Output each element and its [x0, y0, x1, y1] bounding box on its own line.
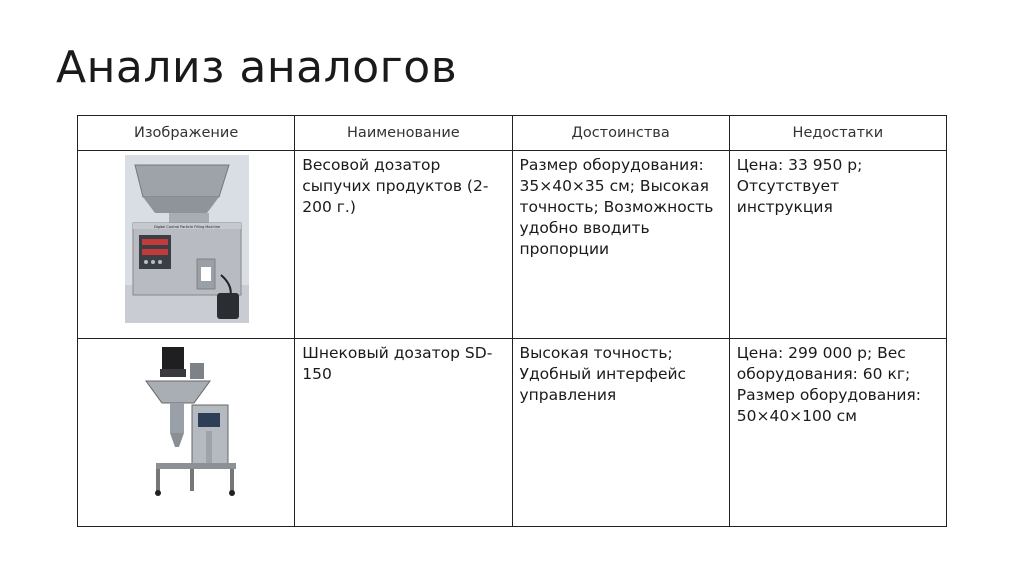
pros-cell: Высокая точность; Удобный интерфейс управления	[512, 339, 729, 527]
machine-caption: Digital Control Particle Filling Machine	[153, 225, 220, 229]
header-cons: Недостатки	[729, 116, 946, 151]
weigh-filler-machine-photo	[125, 155, 249, 323]
cons-cell: Цена: 33 950 р; Отсутствует инструкция	[729, 151, 946, 339]
image-cell	[78, 151, 295, 339]
name-cell: Шнековый дозатор SD-150	[295, 339, 512, 527]
auger-filler-machine-photo	[132, 343, 242, 498]
header-name: Наименование	[295, 116, 512, 151]
page-title: Анализ аналогов	[56, 42, 458, 93]
table-header-row	[78, 116, 947, 151]
analogs-table	[77, 115, 947, 527]
header-pros: Достоинства	[512, 116, 729, 151]
header-image: Изображение	[78, 116, 295, 151]
pros-cell: Размер оборудования: 35×40×35 см; Высокая точность; Возможность удобно вводить пропорции	[512, 151, 729, 339]
table-row	[78, 151, 947, 339]
name-cell: Весовой дозатор сыпучих продуктов (2-200 г.)	[295, 151, 512, 339]
image-cell	[78, 339, 295, 527]
cons-cell: Цена: 299 000 р; Вес оборудования: 60 кг; Размер оборудования: 50×40×100 см	[729, 339, 946, 527]
table-row	[78, 339, 947, 527]
